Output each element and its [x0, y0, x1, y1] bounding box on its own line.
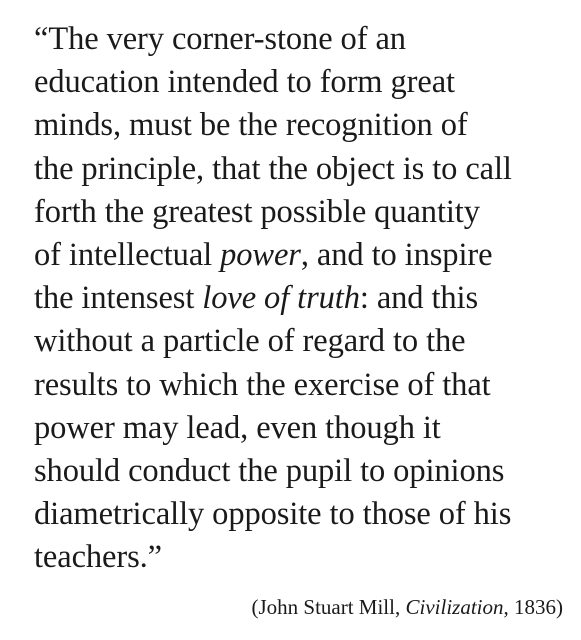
quote-line-6: [34, 234, 574, 277]
quote-line-1: “The very corner-stone of an: [34, 21, 406, 57]
emphasis-love-of-truth: love of truth: [202, 280, 360, 317]
quote-line-9: results to which the exercise of that: [34, 366, 491, 403]
quote-line-11: should conduct the pupil to opinions: [34, 453, 505, 490]
quote-line-13: teachers.”: [34, 539, 163, 576]
quote-line-3: minds, must be the recognition of: [34, 107, 468, 144]
citation: [251, 593, 563, 621]
citation-author: (John Stuart Mill,: [251, 595, 406, 619]
quote-line-12: diametrically opposite to those of his: [34, 496, 512, 533]
quote-line-10: power may lead, even though it: [34, 409, 441, 446]
citation-year: , 1836): [503, 595, 563, 619]
quote-line-4: the principle, that the object is to call: [34, 150, 512, 187]
quote-line-2: education intended to form great: [34, 64, 455, 101]
quote-line-6-before: of intellectual: [34, 237, 221, 274]
quote-line-7: [34, 277, 574, 320]
quote-line-5: forth the greatest possible quantity: [34, 193, 480, 230]
quote-line-7-before: the intensest: [34, 280, 203, 317]
quote-line-8: without a particle of regard to the: [34, 323, 466, 360]
citation-work-title: Civilization: [405, 595, 504, 619]
quote-block: [34, 18, 574, 580]
quote-line-6-after: , and to inspire: [300, 237, 493, 274]
quote-line-7-after: : and this: [359, 280, 479, 317]
emphasis-power: power: [220, 237, 301, 274]
